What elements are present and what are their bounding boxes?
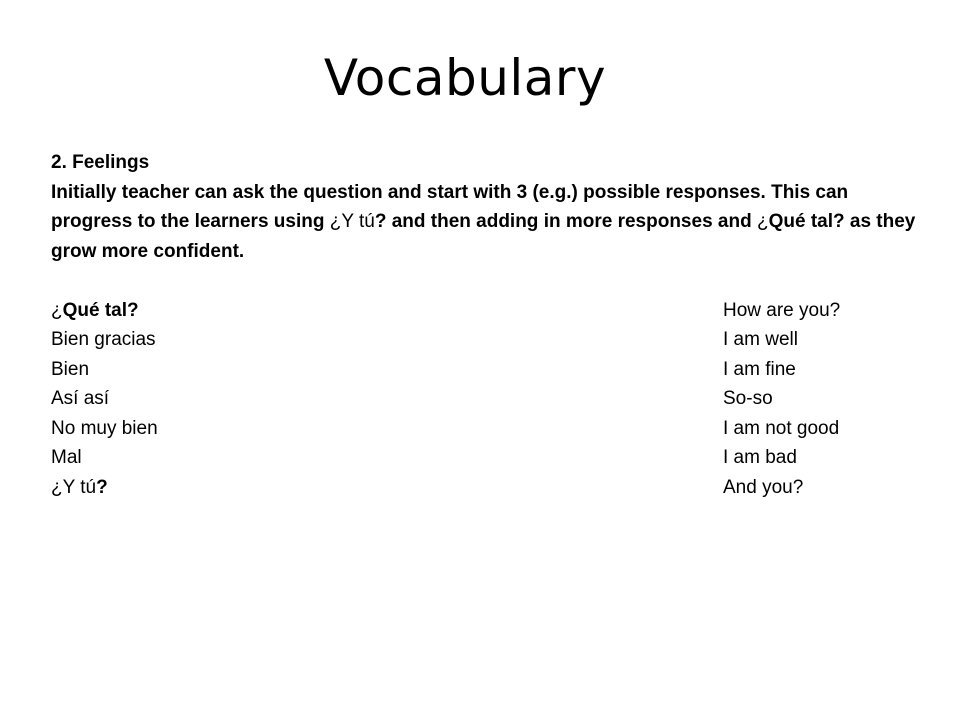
vocab-row (51, 296, 921, 326)
vocab-english: How are you? (723, 299, 841, 321)
intro-text-5: Qué tal? as they grow more confident. (51, 211, 916, 262)
vocab-english: And you? (723, 476, 804, 498)
vocab-spanish: No muy bien (51, 417, 158, 439)
slide-title: Vocabulary (323, 49, 607, 107)
vocab-spanish: Mal (51, 447, 82, 468)
spacer (51, 266, 921, 296)
intro-text-2: ¿Y tú (329, 211, 375, 232)
vocab-spanish: Así así (51, 388, 110, 409)
vocab-english: So-so (723, 388, 773, 409)
vocab-row (51, 384, 921, 414)
vocab-row (51, 355, 921, 385)
vocab-english: I am fine (723, 358, 796, 380)
vocab-spanish-prefix: ¿ (51, 299, 63, 321)
slide-content (51, 148, 921, 502)
vocab-list (51, 296, 921, 503)
vocab-spanish-suffix: ? (96, 476, 108, 498)
intro-text-4: ¿ (756, 211, 769, 232)
vocab-english: I am well (723, 329, 798, 350)
vocab-spanish-text: ¿Y tú (51, 476, 97, 498)
vocab-english: I am not good (723, 417, 840, 439)
vocab-spanish (51, 296, 139, 326)
vocab-spanish: Bien (51, 358, 90, 380)
section-heading: 2. Feelings (51, 152, 150, 173)
vocab-spanish-text: Qué tal? (62, 299, 139, 321)
intro-text-3: ? and then adding in more responses and (374, 211, 757, 232)
intro-text-1: Initially teacher can ask the question and start with 3 (e.g.) possible responses. This can progress to the learners using (51, 181, 849, 232)
intro-paragraph (51, 178, 921, 267)
vocab-row (51, 473, 921, 503)
vocab-row (51, 414, 921, 444)
vocab-english: I am bad (723, 447, 797, 468)
vocab-spanish: Bien gracias (51, 329, 156, 350)
vocab-row (51, 325, 921, 355)
vocab-spanish (51, 473, 108, 503)
vocab-row (51, 443, 921, 473)
